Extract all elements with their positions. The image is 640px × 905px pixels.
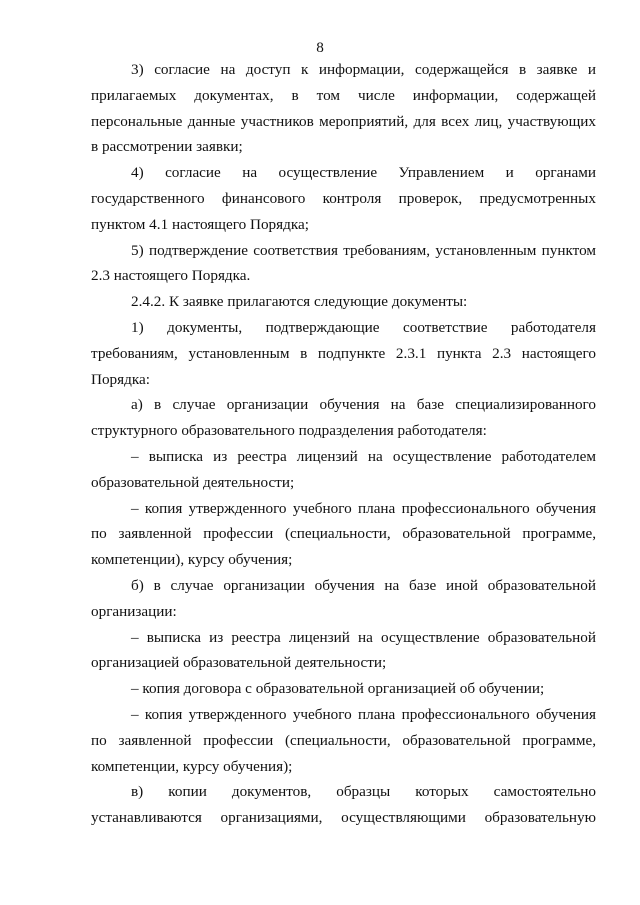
list-item-license-extract-organization: – выписка из реестра лицензий на осуществление образовательной организацией образовательной деятельности; (91, 628, 596, 672)
list-item-curriculum-copy-b: – копия утвержденного учебного плана профессионального обучения по заявленной профессии (специальности, образовательной программе, компетенции, курсу обучения); (91, 705, 596, 775)
paragraph-consent-info-access: 3) согласие на доступ к информации, содержащейся в заявке и прилагаемых документах, в том числе информации, содержащей персональные данные участников мероприятий, для всех лиц, участвующих в рассмотрении заявки; (91, 61, 596, 156)
page-number: 8 (316, 39, 324, 56)
paragraph-case-b-other-organization: б) в случае организации обучения на базе иной образовательной организации: (91, 576, 596, 620)
document-body (91, 57, 596, 831)
paragraph-employer-compliance-documents: 1) документы, подтверждающие соответствие работодателя требованиям, установленным в подпункте 2.3.1 пункта 2.3 настоящего Порядка: (91, 318, 596, 388)
list-item-license-extract-employer: – выписка из реестра лицензий на осуществление работодателем образовательной деятельности; (91, 447, 596, 491)
paragraph-case-v-document-copies: в) копии документов, образцы которых самостоятельно устанавливаются организациями, осуществляющими образовательную (91, 783, 596, 827)
paragraph-consent-inspections: 4) согласие на осуществление Управлением и органами государственного финансового контроля проверок, предусмотренных пунктом 4.1 настоящего Порядка; (91, 164, 596, 233)
list-item-curriculum-copy-a: – копия утвержденного учебного плана профессионального обучения по заявленной профессии (специальности, образовательной программе, компетенции), курсу обучения; (91, 499, 596, 569)
paragraph-compliance-confirmation: 5) подтверждение соответствия требованиям, установленным пунктом 2.3 настоящего Порядка. (91, 241, 596, 285)
paragraph-case-a-specialized-unit: а) в случае организации обучения на базе специализированного структурного образовательного подразделения работодателя: (91, 396, 596, 440)
list-item-contract-copy: – копия договора с образовательной организацией об обучении; (131, 680, 545, 698)
paragraph-attached-documents-heading: 2.4.2. К заявке прилагаются следующие документы: (131, 293, 468, 311)
